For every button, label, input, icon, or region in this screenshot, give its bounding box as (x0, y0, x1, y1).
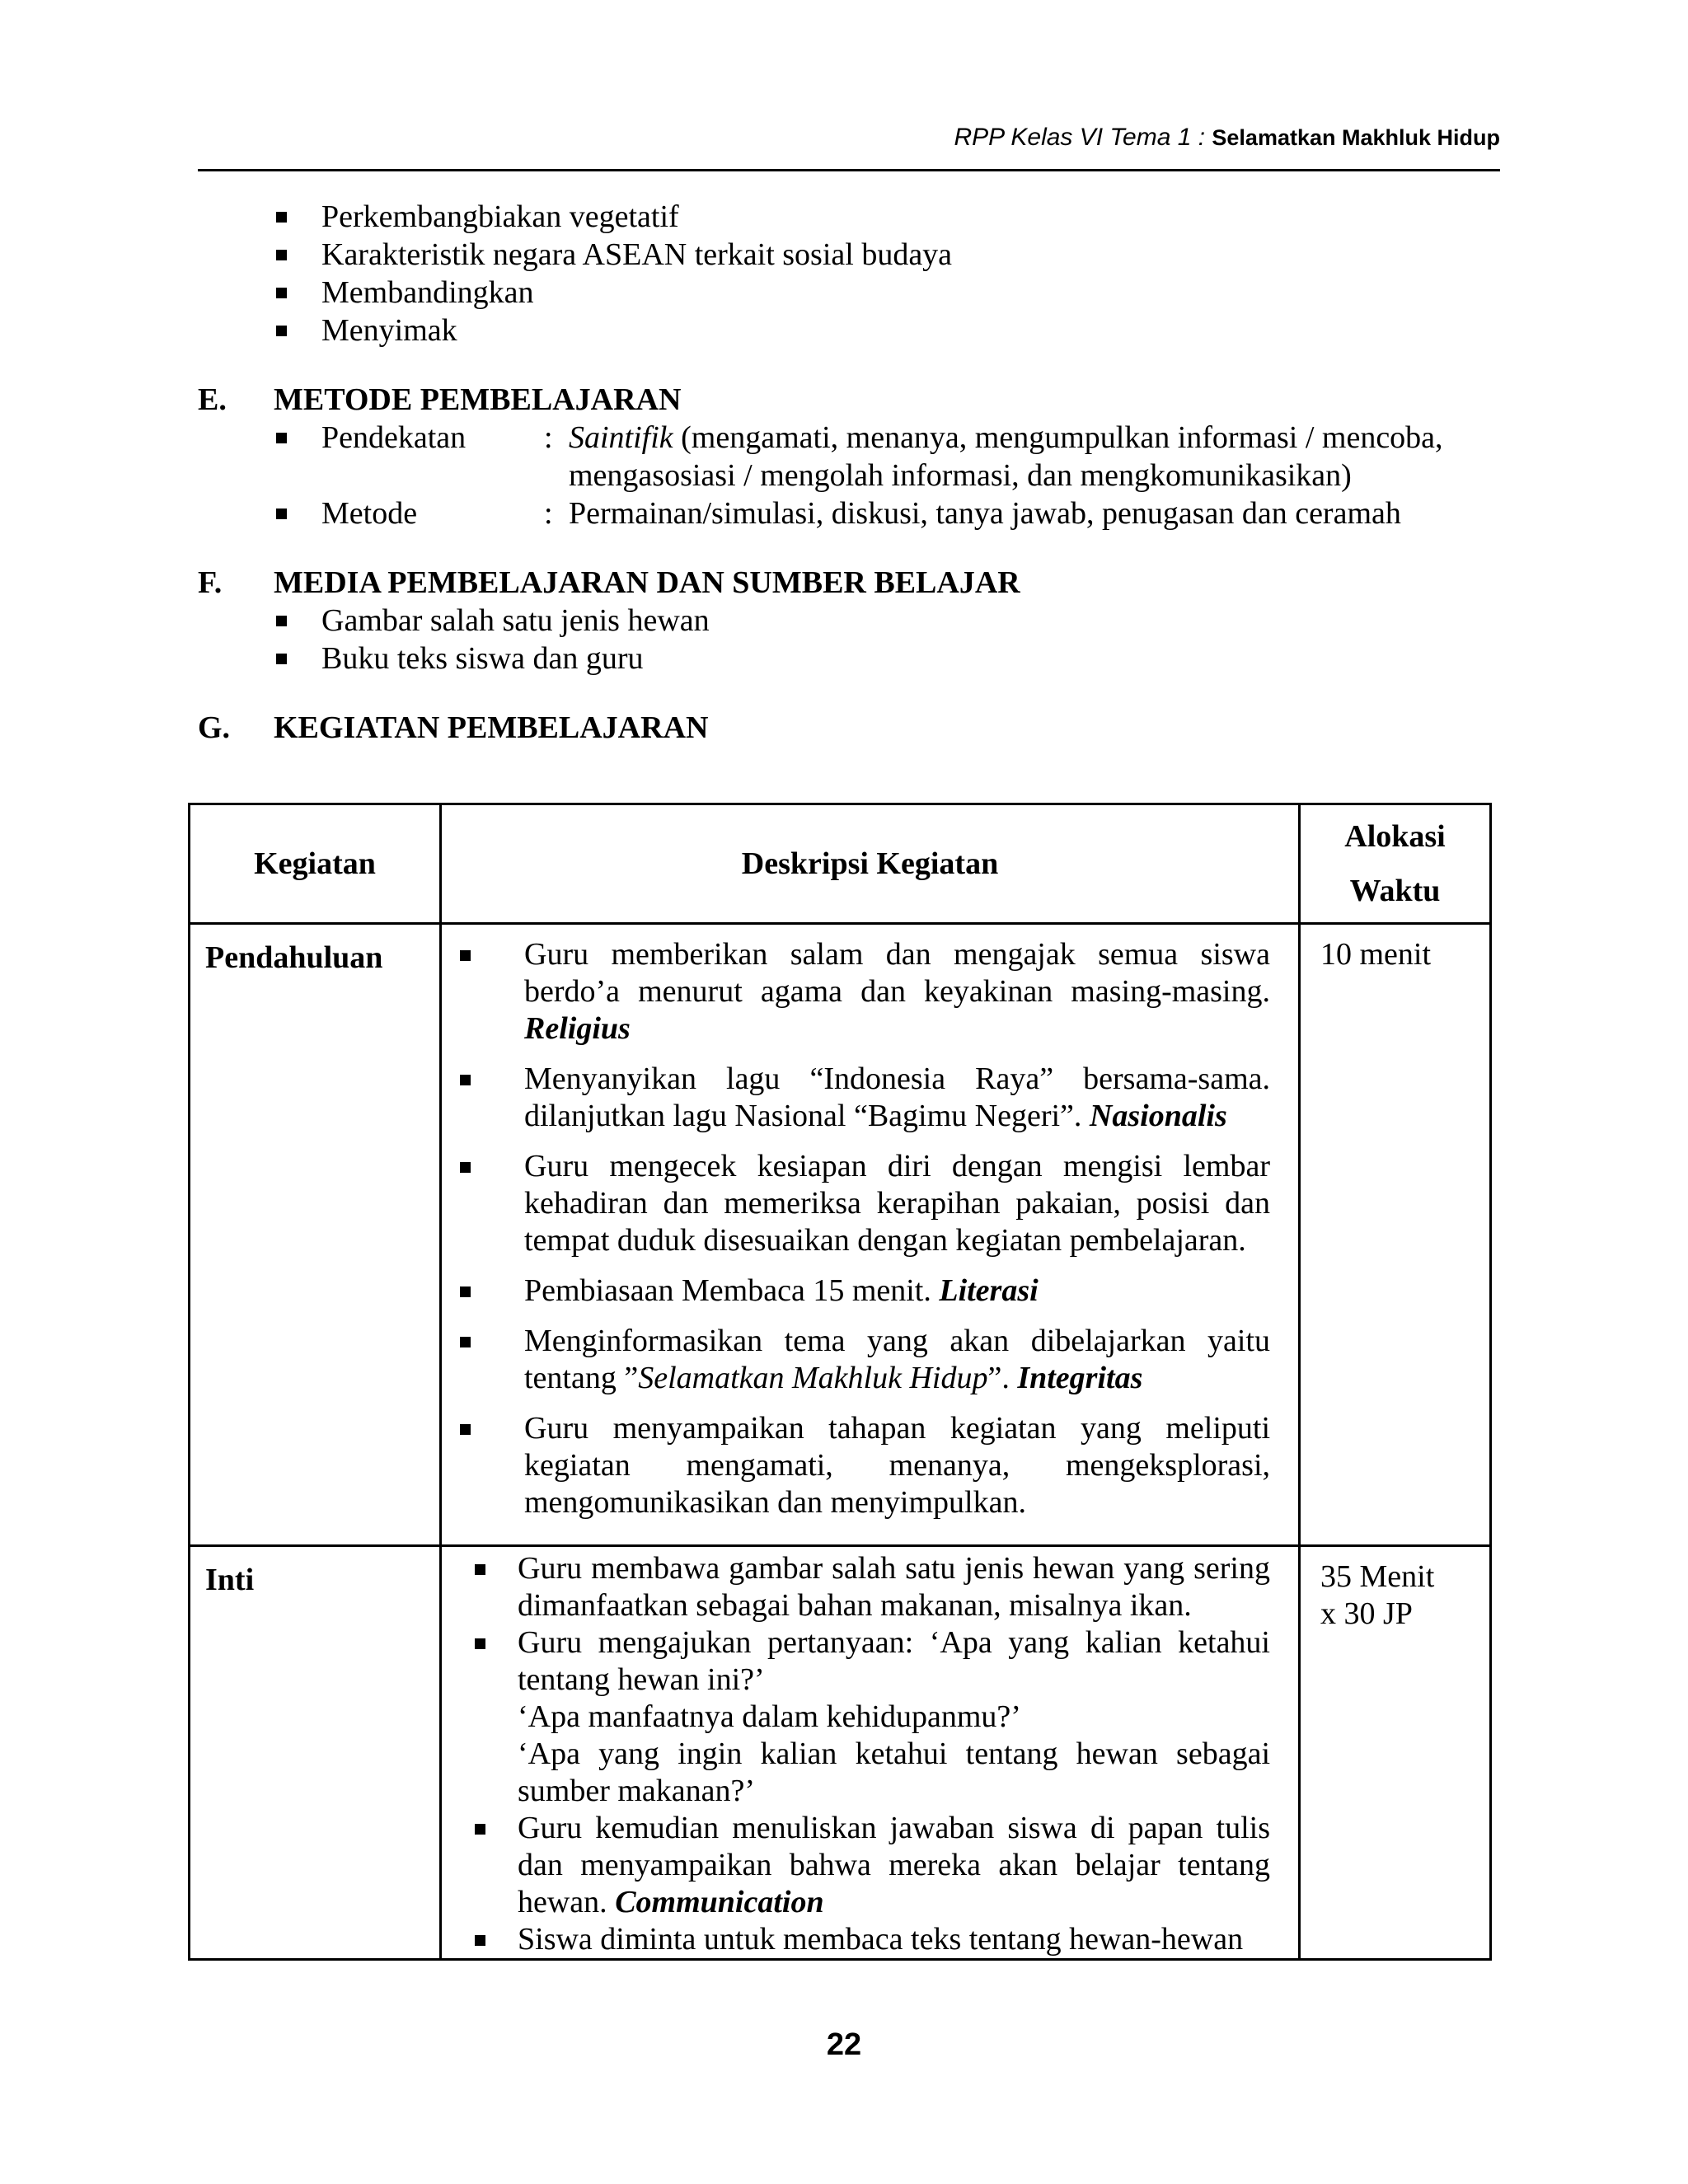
item-text: ”. (987, 1361, 1018, 1395)
section-letter: E. (198, 382, 227, 417)
character-tag: Literasi (939, 1273, 1039, 1308)
row-label-pendahuluan: Pendahuluan (190, 924, 441, 1546)
list-item (442, 936, 1270, 1047)
method-value (569, 419, 1500, 494)
section-title: MEDIA PEMBELAJARAN DAN SUMBER BELAJAR (274, 565, 1020, 600)
method-value: Permainan/simulasi, diskusi, tanya jawab, penugasan dan ceramah (569, 496, 1401, 531)
section-e-heading (198, 381, 1500, 419)
method-value-text: (mengamati, menanya, mengumpulkan informasi / mencoba, mengasosiasi / mengolah informasi, dan mengkomunikasikan) (569, 420, 1443, 493)
table-header-row (190, 804, 1491, 924)
section-f-heading (198, 564, 1500, 602)
colon: : (544, 496, 553, 531)
list-item (442, 1624, 1270, 1810)
header-rule (198, 169, 1500, 171)
section-letter: G. (198, 710, 231, 745)
activity-list (442, 936, 1270, 1521)
page-number: 22 (826, 2027, 862, 2062)
running-header (198, 124, 1500, 152)
item-text: Menginformasikan tema yang akan dibelajarkan yaitu tentang ” (524, 1324, 1270, 1395)
list-item (442, 1810, 1270, 1921)
list-item (442, 1272, 1270, 1310)
activity-list (442, 1550, 1270, 1958)
time-inti (1300, 1546, 1491, 1960)
method-label: Pendekatan (321, 420, 467, 455)
section-title: METODE PEMBELAJARAN (274, 382, 682, 417)
list-item: Perkembangbiakan vegetatif (272, 198, 1500, 236)
header-theme: Selamatkan Makhluk Hidup (1212, 125, 1500, 150)
header-waktu-line: Waktu (1349, 874, 1441, 908)
character-tag: Nasionalis (1089, 1099, 1227, 1133)
question-line: ‘Apa yang ingin kalian ketahui tentang hewan sebagai sumber makanan?’ (518, 1736, 1270, 1808)
item-text: Guru mengajukan pertanyaan: ‘Apa yang kalian ketahui tentang hewan ini?’ (518, 1625, 1270, 1697)
colon: : (544, 420, 553, 455)
character-tag: Communication (615, 1885, 824, 1919)
list-item (442, 1410, 1270, 1521)
row-label-inti: Inti (190, 1546, 441, 1960)
list-item (442, 1323, 1270, 1397)
row-desc-pendahuluan (441, 924, 1300, 1546)
list-item (442, 1148, 1270, 1259)
list-item: Menyimak (272, 312, 1500, 349)
method-list (198, 419, 1500, 532)
theme-title: Selamatkan Makhluk Hidup (638, 1361, 988, 1395)
character-tag: Integritas (1017, 1361, 1143, 1395)
item-text: Guru mengecek kesiapan diri dengan mengisi lembar kehadiran dan memeriksa kerapihan pakaian, posisi dan tempat duduk disesuaikan dengan kegiatan pembelajaran. (524, 1149, 1270, 1258)
header-deskripsi: Deskripsi Kegiatan (441, 804, 1300, 924)
time-line: 35 Menit (1320, 1559, 1435, 1594)
section-letter: F. (198, 565, 223, 600)
time-line: x 30 JP (1320, 1596, 1413, 1631)
item-text: Pembiasaan Membaca 15 menit. (524, 1273, 940, 1308)
italic-term: Saintifik (569, 420, 673, 455)
list-item: Membandingkan (272, 274, 1500, 312)
item-text: Guru kemudian menuliskan jawaban siswa di papan tulis dan menyampaikan bahwa mereka akan belajar tentang hewan. (518, 1811, 1270, 1919)
list-item (442, 1550, 1270, 1624)
section-g-heading (198, 709, 1500, 747)
header-alokasi (1300, 804, 1491, 924)
header-doc-title: RPP Kelas VI Tema 1 : (954, 124, 1212, 151)
list-item (442, 1061, 1270, 1135)
item-text: Guru memberikan salam dan mengajak semua siswa berdo’a menurut agama dan keyakinan masing-masing. (524, 937, 1270, 1009)
section-title: KEGIATAN PEMBELAJARAN (274, 710, 709, 745)
page-body (198, 198, 1500, 747)
time-pendahuluan: 10 menit (1300, 924, 1491, 1546)
list-item (272, 494, 1500, 532)
list-item: Buku teks siswa dan guru (272, 640, 1500, 677)
item-text: Guru menyampaikan tahapan kegiatan yang meliputi kegiatan mengamati, menanya, mengeksplorasi, mengomunikasikan dan menyimpulkan. (524, 1411, 1270, 1520)
list-item: Gambar salah satu jenis hewan (272, 602, 1500, 640)
character-tag: Religius (524, 1011, 631, 1046)
question-line: ‘Apa manfaatnya dalam kehidupanmu?’ (518, 1699, 1021, 1734)
material-list (198, 198, 1500, 349)
list-item (442, 1921, 1270, 1958)
item-text: Menyanyikan lagu “Indonesia Raya” bersama-sama. dilanjutkan lagu Nasional “Bagimu Negeri”. (524, 1062, 1270, 1133)
activity-table (188, 803, 1492, 1961)
table-row (190, 1546, 1491, 1960)
item-text: Guru membawa gambar salah satu jenis hewan yang sering dimanfaatkan sebagai bahan makanan, misalnya ikan. (518, 1551, 1270, 1623)
table-row (190, 924, 1491, 1546)
item-text: Siswa diminta untuk membaca teks tentang hewan-hewan (518, 1922, 1244, 1957)
row-desc-inti (441, 1546, 1300, 1960)
list-item (272, 419, 1500, 494)
media-list (198, 602, 1500, 677)
header-kegiatan: Kegiatan (190, 804, 441, 924)
header-alokasi-line: Alokasi (1344, 819, 1446, 854)
list-item: Karakteristik negara ASEAN terkait sosial budaya (272, 236, 1500, 274)
method-label: Metode (321, 496, 418, 531)
